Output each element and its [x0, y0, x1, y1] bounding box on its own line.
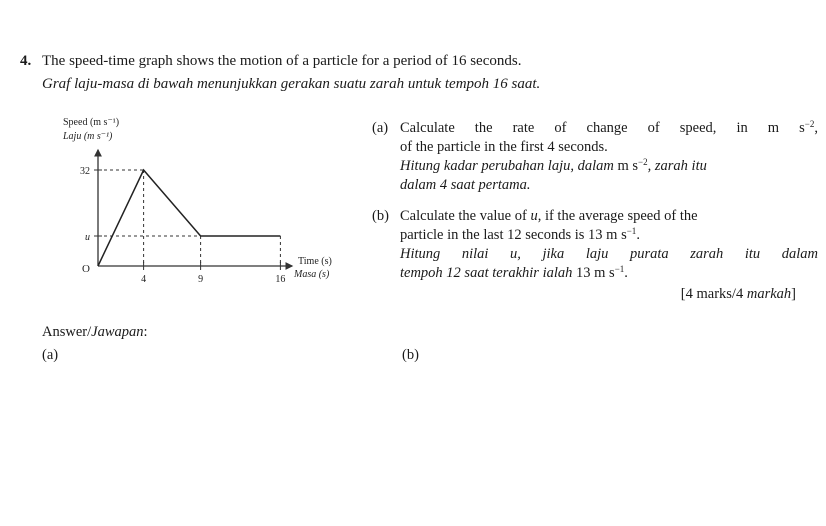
- text: , if the average speed of the: [537, 208, 698, 224]
- part-a-en-line2: of the particle in the first 4 seconds.: [400, 139, 608, 155]
- text: .: [636, 227, 640, 243]
- y-axis-label: Speed (m s⁻¹): [63, 117, 120, 128]
- part-a-ms-line2: dalam 4 saat pertama.: [400, 177, 531, 193]
- speed-series-line: [98, 170, 280, 266]
- variable: u: [530, 208, 538, 224]
- question-number: 4.: [20, 53, 32, 69]
- question-stem-en: The speed-time graph shows the motion of a particle for a period of 16 seconds.: [42, 53, 522, 69]
- text: Hitung kadar perubahan laju, dalam: [400, 158, 614, 174]
- text: markah: [746, 286, 792, 302]
- y-axis-label-ms: Laju (m s⁻¹): [63, 131, 113, 142]
- text: , zarah itu: [647, 158, 707, 174]
- x-tick-label: 9: [198, 274, 204, 285]
- marks-allocation: [681, 286, 796, 303]
- unit: 13 m s: [576, 265, 615, 281]
- text: Jawapan: [91, 324, 144, 340]
- text: Calculate the rate of change of speed, in m s: [400, 120, 805, 136]
- part-b-en-line2: [400, 227, 640, 244]
- answer-heading: [42, 324, 148, 341]
- part-a-en-line1: [400, 120, 818, 137]
- x-tick-label: 16: [275, 274, 286, 285]
- question-stem-ms: Graf laju-masa di bawah menunjukkan gerakan suatu zarah untuk tempoh 16 saat.: [42, 76, 541, 92]
- y-tick-label: 32: [80, 166, 90, 177]
- answer-b-label: (b): [402, 347, 419, 363]
- text: :: [143, 324, 148, 340]
- text: [4 marks/4: [680, 286, 747, 302]
- text: particle in the last 12 seconds is 13 m s: [400, 227, 627, 243]
- speed-time-graph: [60, 110, 360, 290]
- part-a-ms-line1: [400, 158, 707, 175]
- answer-a-label: (a): [42, 347, 59, 363]
- superscript: −2: [804, 119, 815, 129]
- part-b-label: (b): [372, 208, 389, 224]
- part-b-ms-line1: Hitung nilai u, jika laju purata zarah itu dalam: [400, 246, 818, 262]
- text: Calculate the value of: [400, 208, 527, 224]
- origin-label: O: [82, 263, 90, 275]
- part-b-ms-line2: [400, 265, 628, 282]
- x-axis-label: Time (s): [298, 256, 332, 267]
- part-b-en-line1: [400, 208, 698, 225]
- text: tempoh 12 saat terakhir ialah: [400, 265, 573, 281]
- x-axis-label-ms: Masa (s): [294, 269, 330, 280]
- text: ,: [814, 120, 818, 136]
- y-tick-label: u: [85, 232, 90, 243]
- superscript: −1: [614, 264, 625, 274]
- part-a-label: (a): [372, 120, 389, 136]
- superscript: −1: [626, 226, 637, 236]
- text: Answer/: [42, 324, 92, 340]
- superscript: −2: [638, 157, 648, 167]
- x-tick-label: 4: [141, 274, 147, 285]
- text: ]: [791, 286, 796, 302]
- unit: m s: [617, 158, 639, 174]
- text: .: [624, 265, 628, 281]
